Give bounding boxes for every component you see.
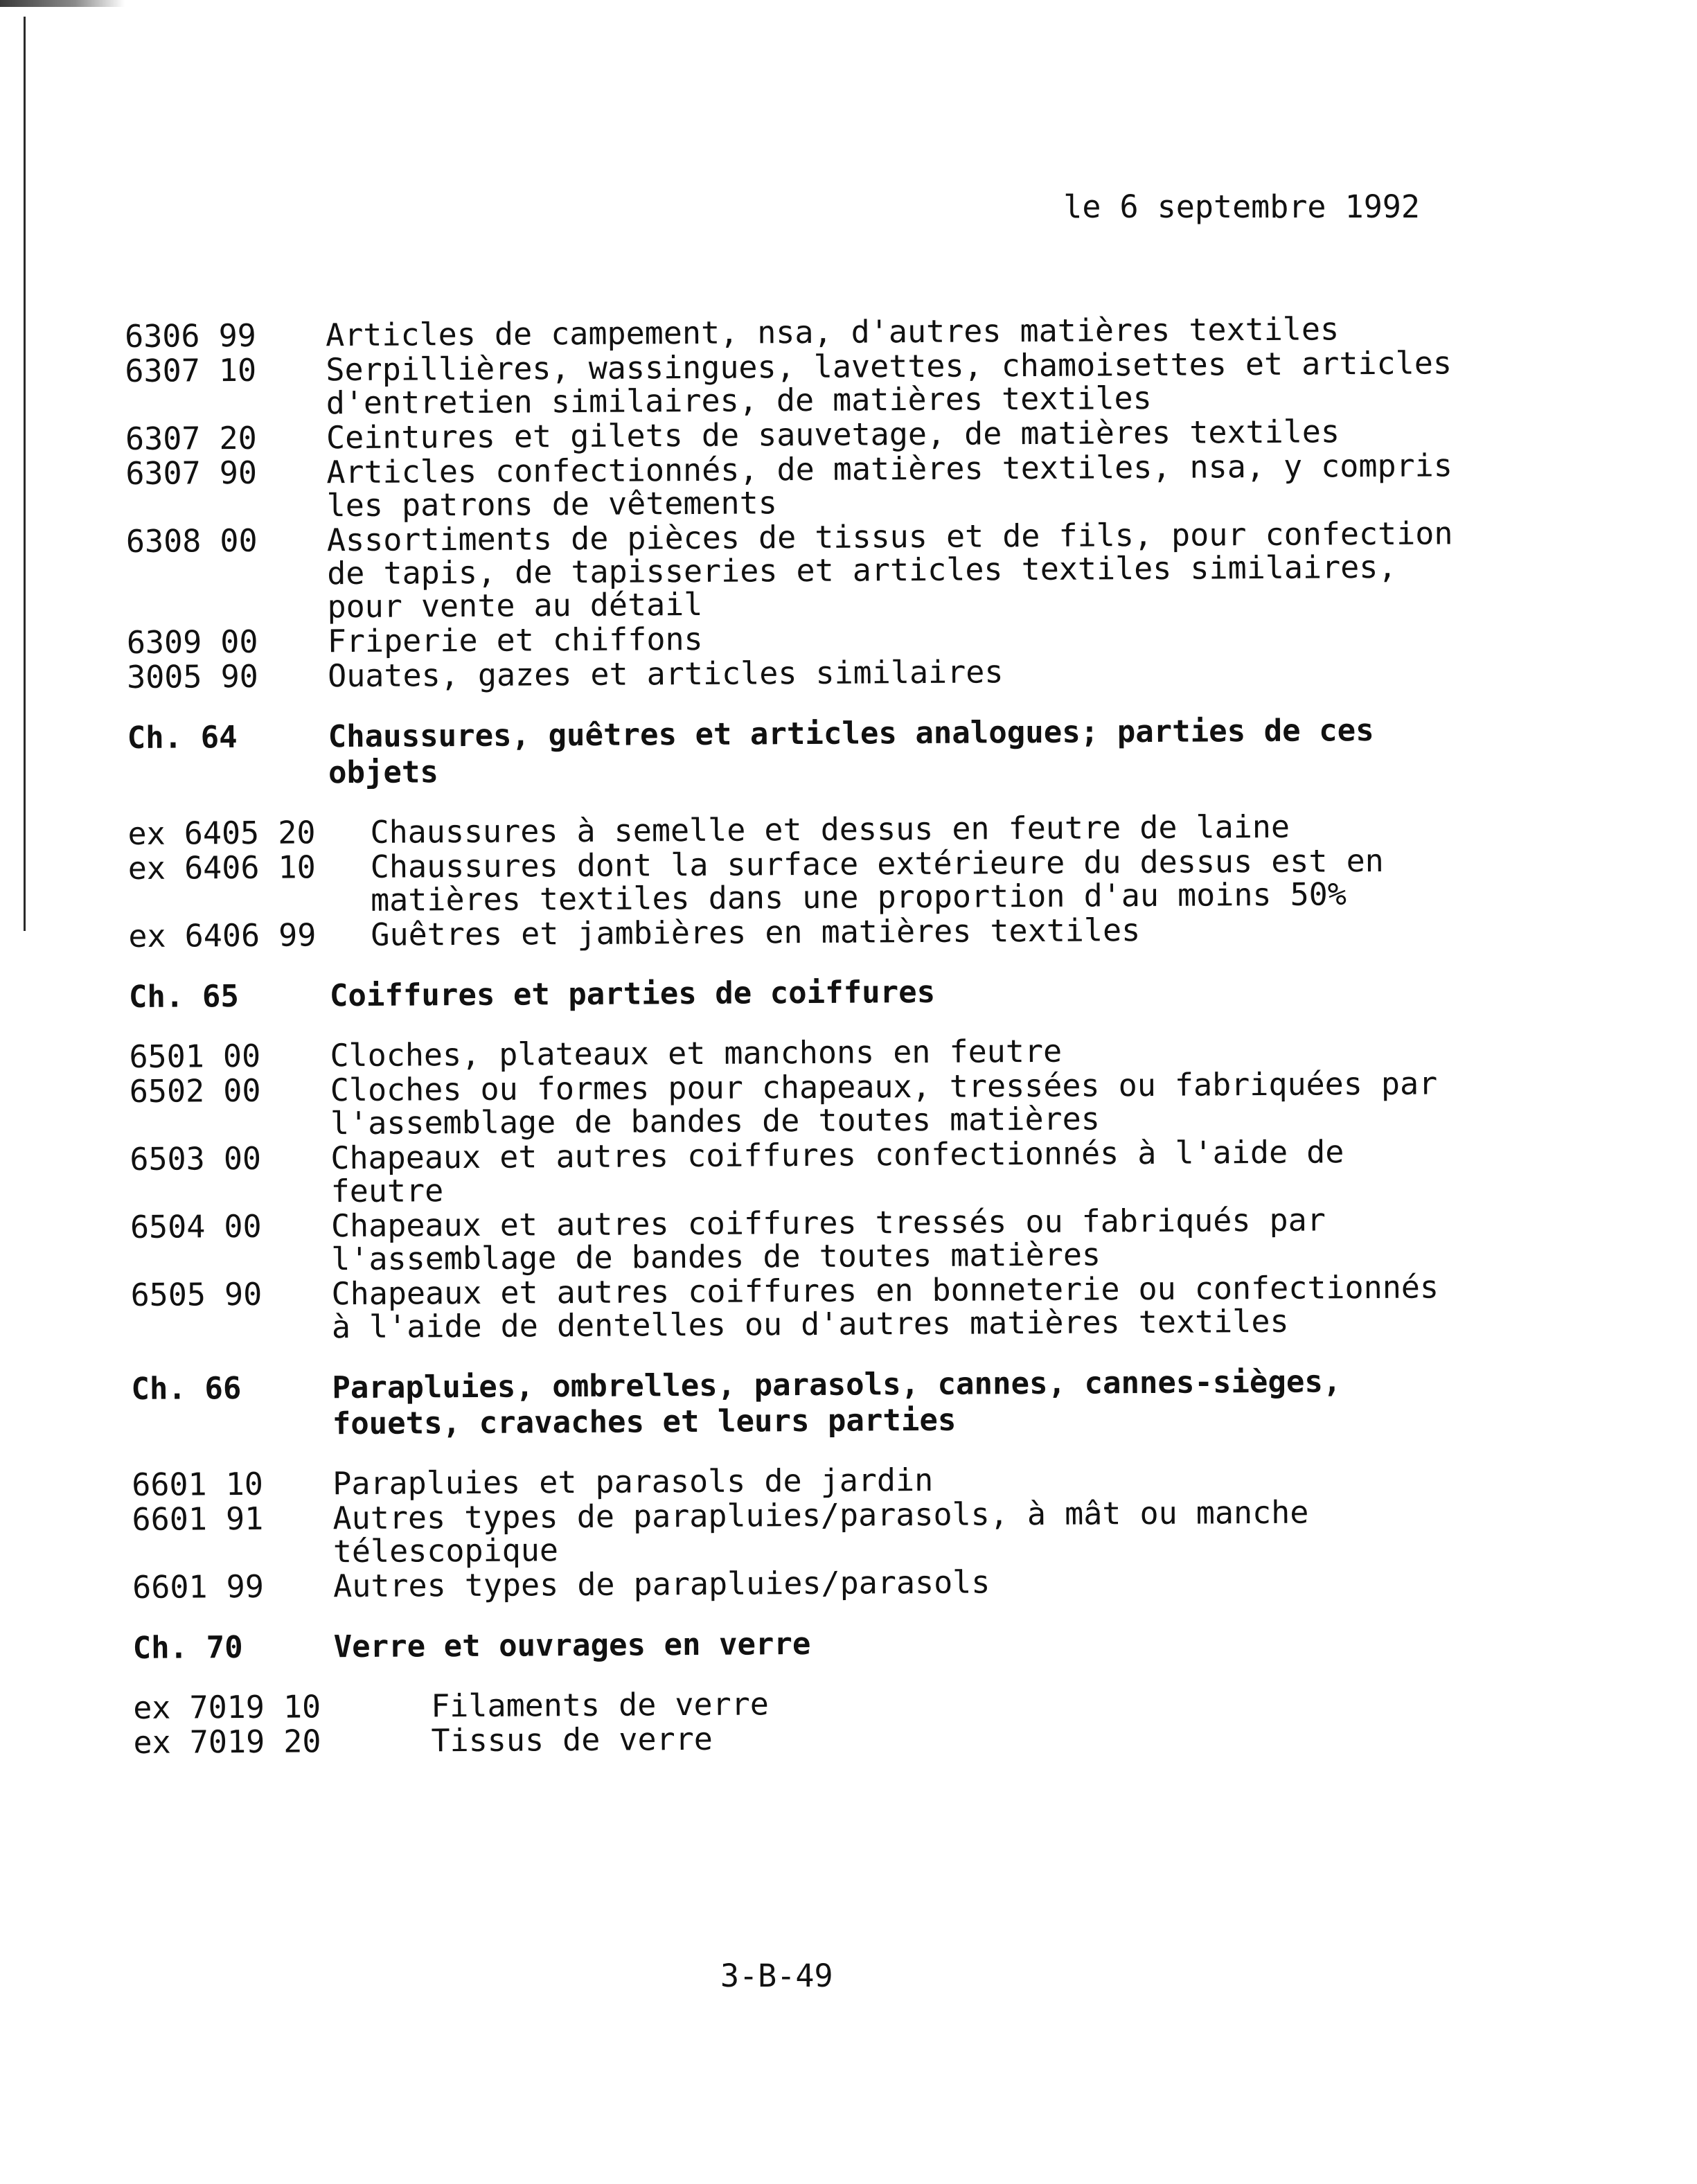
chapter-heading-65: [129, 971, 1466, 1015]
tariff-code: 6505 90: [130, 1275, 263, 1313]
tariff-code: ex 6406 10: [127, 849, 316, 887]
tariff-description: Autres types de parapluies/parasols: [333, 1563, 990, 1605]
tariff-code: 6601 10: [132, 1465, 264, 1503]
tariff-code: 3005 90: [126, 657, 258, 695]
tariff-description: Filaments de verre: [431, 1685, 770, 1725]
tariff-description: Friperie et chiffons: [327, 620, 703, 660]
tariff-entry: [130, 1067, 1467, 1142]
section-chapter-66: [132, 1460, 1469, 1604]
tariff-description: Cloches ou formes pour chapeaux, tressées ou fabriquées par l'assemblage de bandes de toutes matières: [330, 1065, 1457, 1142]
tariff-code: ex 6406 99: [128, 916, 317, 955]
document-date: le 6 septembre 1992: [1063, 188, 1420, 225]
tariff-description: Chapeaux et autres coiffures tressés ou fabriqués par l'assemblage de bandes de toutes matières: [330, 1201, 1345, 1278]
tariff-description: Chaussures à semelle et dessus en feutre de laine: [370, 808, 1290, 851]
tariff-description: Cloches, plateaux et manchons en feutre: [330, 1032, 1063, 1074]
tariff-entry: [125, 515, 1472, 625]
chapter-title: Verre et ouvrages en verre: [333, 1626, 811, 1665]
tariff-entry: [132, 1563, 1469, 1604]
tariff-code: 6503 00: [130, 1139, 262, 1178]
tariff-entry: [125, 344, 1471, 422]
tariff-description: Guêtres et jambières en matières textiles: [371, 912, 1141, 953]
chapter-title: Parapluies, ombrelles, parasols, cannes, cannes-sièges, fouets, cravaches et leurs parties: [332, 1364, 1342, 1442]
tariff-entry: [128, 844, 1466, 918]
tariff-code: 6307 20: [125, 419, 257, 457]
tariff-list: [125, 312, 1471, 1759]
tariff-description: Chapeaux et autres coiffures confectionnés à l'aide de feutre: [330, 1133, 1363, 1210]
chapter-title: Coiffures et parties de coiffures: [329, 974, 936, 1014]
tariff-code: 6601 91: [132, 1500, 264, 1538]
tariff-entry: [125, 447, 1472, 524]
chapter-heading-70: [133, 1622, 1470, 1667]
chapter-code: Ch. 66: [131, 1371, 242, 1407]
tariff-code: ex 7019 10: [133, 1688, 321, 1726]
tariff-code: 6309 00: [126, 623, 258, 661]
tariff-description: Articles de campement, nsa, d'autres matières textiles: [325, 310, 1340, 354]
tariff-entry: [130, 1202, 1468, 1277]
scan-corner-shadow: [0, 0, 125, 7]
page-number: 3-B-49: [720, 1957, 833, 1994]
tariff-description: Ceintures et gilets de sauvetage, de matières textiles: [326, 413, 1340, 456]
tariff-description: Chapeaux et autres coiffures en bonneterie ou confectionnés à l'aide de dentelles ou d'autres matières textiles: [331, 1268, 1458, 1346]
tariff-code: 6306 99: [124, 317, 256, 355]
chapter-code: Ch. 64: [127, 720, 238, 756]
tariff-entry: [128, 912, 1465, 953]
scan-edge-line: [24, 17, 26, 931]
tariff-description: Assortiments de pièces de tissus et de fils, pour confection de tapis, de tapisseries et articles textiles similaires, pour vente au détail: [326, 515, 1472, 625]
tariff-code: 6308 00: [125, 522, 258, 560]
chapter-code: Ch. 70: [132, 1629, 243, 1666]
section-chapter-65: [129, 1032, 1468, 1345]
chapter-code: Ch. 65: [128, 979, 240, 1015]
tariff-description: Tissus de verre: [431, 1720, 713, 1759]
tariff-code: 6307 90: [125, 454, 258, 492]
chapter-title: Chaussures, guêtres et articles analogues; parties de ces objets: [328, 712, 1374, 791]
tariff-description: Ouates, gazes et articles similaires: [327, 653, 1004, 695]
section-chapter-70: [133, 1683, 1471, 1759]
tariff-code: 6504 00: [130, 1207, 262, 1245]
tariff-entry: [132, 1495, 1469, 1570]
tariff-entry: [127, 652, 1464, 694]
tariff-code: ex 7019 20: [133, 1723, 321, 1761]
tariff-description: Articles confectionnés, de matières textiles, nsa, y compris les patrons de vêtements: [326, 447, 1472, 524]
tariff-code: 6307 10: [125, 351, 257, 389]
tariff-entry: [130, 1135, 1467, 1209]
tariff-entry: [133, 1718, 1470, 1759]
tariff-code: ex 6405 20: [127, 814, 316, 852]
section-chapter-64: [127, 809, 1465, 953]
tariff-code: 6502 00: [129, 1072, 261, 1110]
tariff-description: Autres types de parapluies/parasols, à mât ou manche télescopique: [332, 1493, 1328, 1570]
tariff-description: Chaussures dont la surface extérieure du dessus est en matières textiles dans une proportion d'au moins 50%: [370, 842, 1403, 918]
tariff-description: Serpillières, wassingues, lavettes, chamoisettes et articles d'entretien similaires, de matières textiles: [326, 344, 1471, 422]
chapter-heading-66: [131, 1363, 1468, 1444]
tariff-description: Parapluies et parasols de jardin: [332, 1461, 934, 1502]
tariff-code: 6501 00: [129, 1037, 261, 1075]
tariff-entry: [130, 1270, 1468, 1345]
section-textiles: [124, 310, 1472, 695]
chapter-heading-64: [127, 712, 1465, 792]
tariff-code: 6601 99: [132, 1568, 264, 1606]
